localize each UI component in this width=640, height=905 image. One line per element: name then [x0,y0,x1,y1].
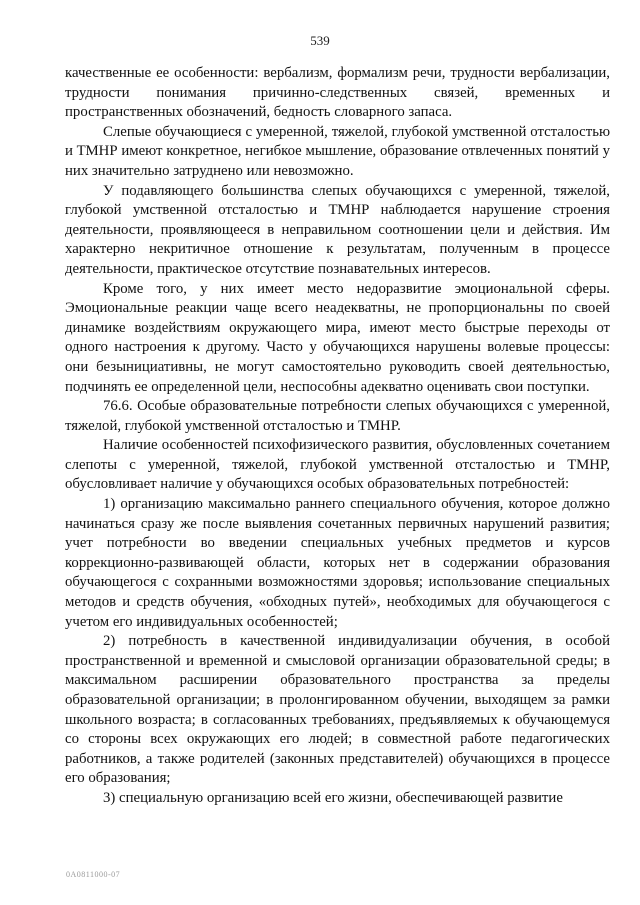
paragraph: Слепые обучающиеся с умеренной, тяжелой, глубокой умственной отсталостью и ТМНР имеют конкретное, негибкое мышление, образование отвлеченных понятий у них значительно затруднено или невозможно. [65,123,610,179]
paragraph: Наличие особенностей психофизического развития, обусловленных сочетанием слепоты с умеренной, тяжелой, глубокой умственной отсталостью и ТМНР, обусловливает наличие у обучающихся особых образовательных потребностей: [65,437,610,493]
paragraph: Кроме того, у них имеет место недоразвитие эмоциональной сферы. Эмоциональные реакции чаще всего неадекватны, не пропорциональны по своей динамике воздействиям окружающего мира, имеют место быстрые переходы от одного настроения к другому. Часто у обучающихся нарушены волевые процессы: они безынициативны, не могут самостоятельно руководить своей деятельностью, подчинять ее определенной цели, неспособны адекватно оценивать свои поступки. [65,280,610,395]
paragraph: 76.6. Особые образовательные потребности слепых обучающихся с умеренной, тяжелой, глубокой умственной отсталостью и ТМНР. [65,398,610,434]
paragraph: 1) организацию максимально раннего специального обучения, которое должно начинаться сразу же после выявления сочетанных первичных нарушений развития; учет потребности во введении специальных учебных предметов и курсов коррекционно-развивающей области, которых нет в содержании образования обучающегося с сохранными возможностями здоровья; использование специальных методов и средств обучения, «обходных путей», необходимых для обучающегося с учетом его индивидуальных особенностей; [65,496,610,630]
paragraph: У подавляющего большинства слепых обучающихся с умеренной, тяжелой, глубокой умственной отсталостью и ТМНР наблюдается нарушение строения деятельности, проявляющееся в неправильном соотношении цели и действия. Им характерно некритичное отношение к результатам, полученным в процессе деятельности, практическое отсутствие познавательных интересов. [65,182,610,277]
paragraph: 3) специальную организацию всей его жизни, обеспечивающей развитие [103,789,563,806]
page-number: 539 [310,33,330,48]
paragraph: 2) потребность в качественной индивидуализации обучения, в особой пространственной и временной и смысловой организации образовательной среды; в максимальном расширении образовательного пространства за пределы образовательной организации; в пролонгированном обучении, выходящем за рамки школьного возраста; в согласованных требованиях, предъявляемых к обучающемуся со стороны всех окружающих его людей; в совместной работе педагогических работников, а также родителей (законных представителей) обучающихся в процессе его образования; [65,633,610,787]
paragraph: качественные ее особенности: вербализм, формализм речи, трудности вербализации, трудности понимания причинно-следственных связей, временных и пространственных обозначений, бедность словарного запаса. [65,65,610,121]
body-text [65,64,610,809]
footer-code: 0A0811000-07 [66,870,121,879]
